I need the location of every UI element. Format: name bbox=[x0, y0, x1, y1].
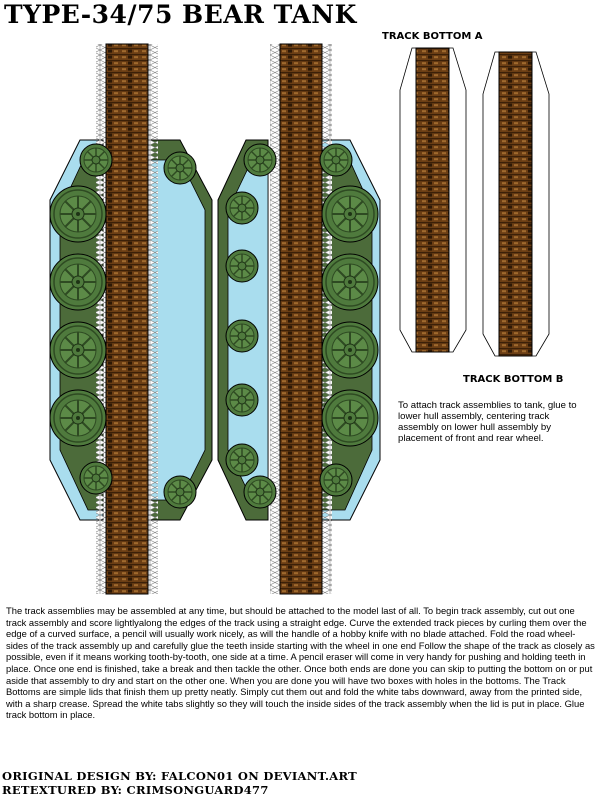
right-track-assembly bbox=[218, 44, 380, 594]
track-bottom-b bbox=[483, 52, 549, 356]
attach-note: To attach track assemblies to tank, glue to lower hull assembly, centering track assembly on lower hull assembly by placement of front and rear wheel. bbox=[398, 400, 577, 444]
credit-original-design: ORIGINAL DESIGN BY: FALCON01 ON DEVIANT.ART bbox=[2, 769, 358, 783]
credit-retextured: RETEXTURED BY: CRIMSONGUARD477 bbox=[2, 783, 269, 797]
left-track-assembly bbox=[50, 44, 212, 594]
page-title: TYPE-34/75 BEAR TANK bbox=[4, 0, 357, 29]
assembly-instructions: The track assemblies may be assembled at any time, but should be attached to the model last of all. To begin track assembly, cut out one track assembly and score lightlyalong the edges of the track using a straight edge. Curve the extended track pieces by curling them over the edge of a curved surface, a pencil will usually work nicely, as will the handle of a hobby knife with no blade attached. Fold the road wheel-sides of the track assembly up and carefully glue the teeth inside starting with the wheel in one end Follow the shape of the track as closely as possible, even if it means working tooth-by-tooth, one side at a time. A pencil eraser will come in very handy for pushing and holding teeth in place. Once one end is finished, take a break and then tackle the other. Once both ends are done you can skip to putting the bottom on or put aside that assembly to dry and start on the other one. When you are done you will have two boxes with holes in the bottoms. The Track Bottoms are simple lids that finish them up pretty neatly. Simply cut them out and fold the white tabs downward, away from the printed side, with a sharp crease. Spread the white tabs slightly so they will touch the inside sides of the track assembly when the lid is put in place. Glue track bottom in place. bbox=[6, 605, 595, 721]
track-bottom-a bbox=[400, 48, 466, 352]
track-bottom-b-label: TRACK BOTTOM B bbox=[463, 374, 564, 385]
track-bottom-a-label: TRACK BOTTOM A bbox=[382, 31, 483, 42]
